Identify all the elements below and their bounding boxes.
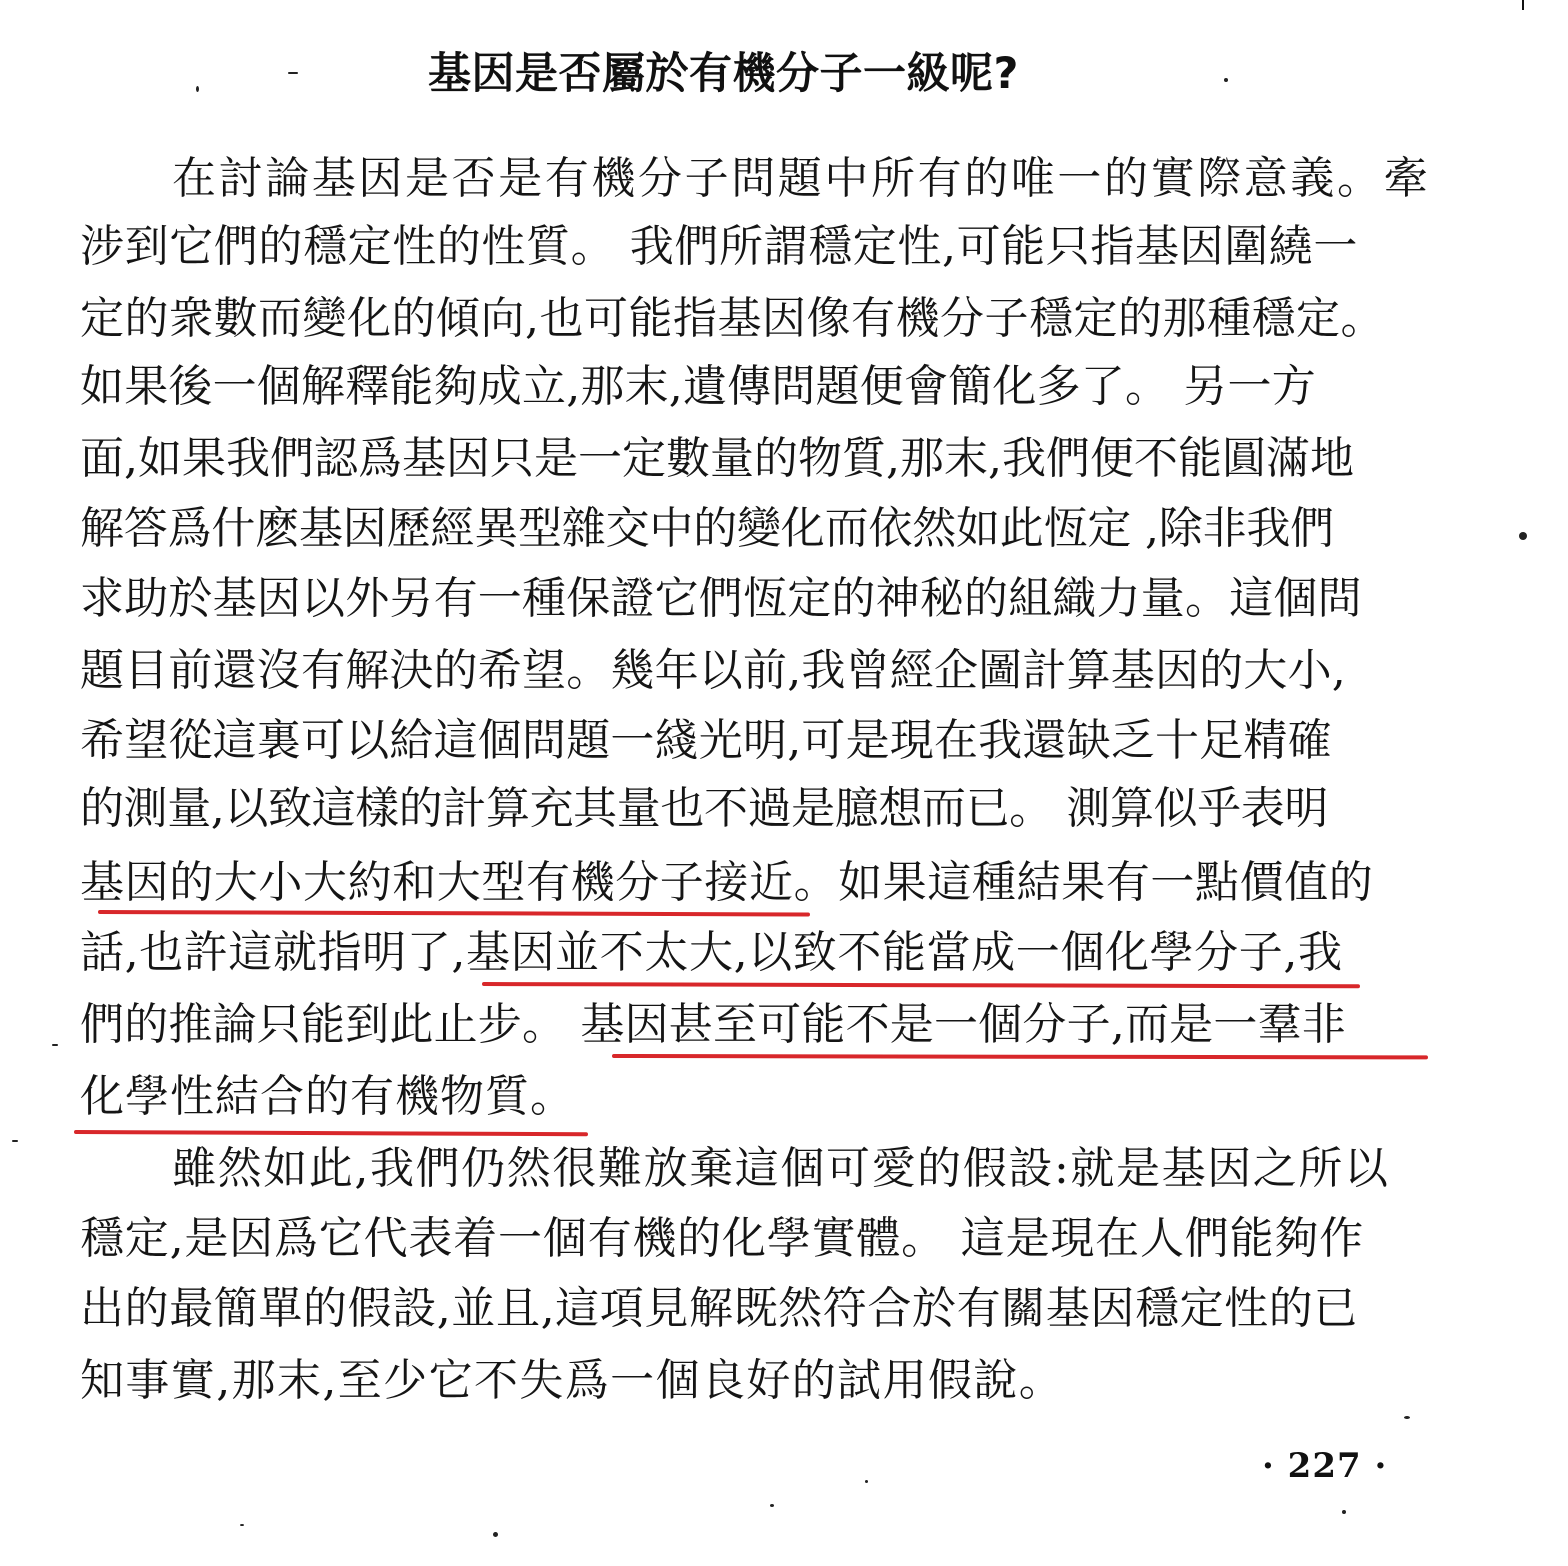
- red-underline-4: [74, 1130, 588, 1136]
- text-line-1: 在討論基因是否是有機分子問題中所有的唯一的實際意義。牽: [172, 153, 1431, 204]
- text-line-5: 面,如果我們認爲基因只是一定數量的物質,那末,我們便不能圓滿地: [80, 433, 1354, 484]
- text-line-2: 涉到它們的穩定性的性質。 我們所謂穩定性,可能只指基因圍繞一: [80, 221, 1358, 272]
- text-line-8: 題目前還沒有解決的希望。幾年以前,我曾經企圖計算基因的大小,: [80, 645, 1346, 696]
- crop-mark: [1522, 0, 1524, 10]
- scan-speck: [196, 86, 199, 92]
- scan-speck: [1342, 1510, 1346, 1514]
- text-line-4: 如果後一個解釋能夠成立,那末,遺傳問題便會簡化多了。 另一方: [80, 361, 1316, 412]
- text-line-15: 雖然如此,我們仍然很難放棄這個可愛的假設:就是基因之所以: [172, 1143, 1390, 1194]
- text-line-12: 話,也許這就指明了,基因並不太大,以致不能當成一個化學分子,我: [80, 927, 1343, 978]
- text-line-9: 希望從這裏可以給這個問題一綫光明,可是現在我還缺乏十足精確: [80, 715, 1332, 766]
- text-line-6: 解答爲什麽基因歷經異型雜交中的變化而依然如此恆定 ,除非我們: [80, 503, 1334, 554]
- text-line-3: 定的衆數而變化的傾向,也可能指基因像有機分子穩定的那種穩定。: [80, 293, 1385, 344]
- scan-speck: [288, 72, 298, 74]
- scan-speck: [1519, 532, 1527, 540]
- scan-speck: [1224, 78, 1228, 82]
- text-line-14: 化學性結合的有機物質。: [80, 1071, 575, 1122]
- text-line-18: 知事實,那末,至少它不失爲一個良好的試用假說。: [80, 1355, 1065, 1406]
- text-line-16: 穩定,是因爲它代表着一個有機的化學實體。 這是現在人們能夠作: [80, 1213, 1364, 1264]
- page-title: 基因是否屬於有機分子一級呢?: [428, 49, 1019, 99]
- text-line-10: 的測量,以致這樣的計算充其量也不過是臆想而已。 測算似乎表明: [80, 783, 1328, 834]
- scan-speck: [1404, 1416, 1410, 1419]
- scan-speck: [865, 1480, 868, 1483]
- text-line-17: 出的最簡單的假設,並且,這項見解既然符合於有關基因穩定性的已: [80, 1283, 1358, 1334]
- scan-speck: [770, 1504, 774, 1507]
- scan-speck: [240, 1524, 244, 1526]
- page-number: · 227 ·: [1262, 1446, 1388, 1486]
- scan-speck: [493, 1532, 498, 1537]
- scan-speck: [52, 1044, 58, 1046]
- text-line-7: 求助於基因以外另有一種保證它們恆定的神秘的組織力量。這個問: [80, 573, 1362, 624]
- scan-speck: [12, 1140, 18, 1142]
- red-underline-3: [612, 1054, 1428, 1059]
- text-line-13: 們的推論只能到此止步。 基因甚至可能不是一個分子,而是一羣非: [80, 999, 1346, 1050]
- text-line-11: 基因的大小大約和大型有機分子接近。如果這種結果有一點價值的: [80, 857, 1374, 908]
